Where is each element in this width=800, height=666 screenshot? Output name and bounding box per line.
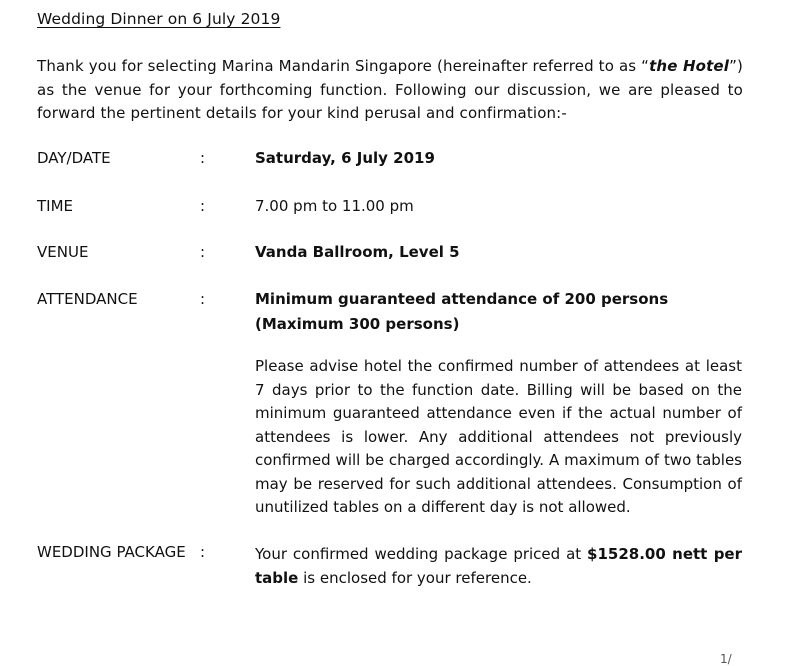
intro-text-end: ”) as the venue for your forthcoming function. Following our discussion, we are pleased to forward the pertinent details for your kind perusal and confirmation:- (37, 57, 743, 122)
date-value: Saturday, 6 July 2019 (255, 149, 435, 167)
venue-value: Vanda Ballroom, Level 5 (255, 243, 460, 261)
page-number: 1/ (720, 652, 732, 666)
time-colon: : (200, 197, 206, 215)
document-heading: Wedding Dinner on 6 July 2019 (37, 10, 281, 28)
package-text-start: Your confirmed wedding package priced at (255, 545, 588, 563)
date-label: DAY/DATE (37, 149, 111, 167)
date-colon: : (200, 149, 206, 167)
time-value: 7.00 pm to 11.00 pm (255, 197, 414, 215)
hotel-term: the Hotel (649, 57, 730, 75)
package-label: WEDDING PACKAGE (37, 543, 186, 561)
attendance-minimum: Minimum guaranteed attendance of 200 persons (255, 290, 669, 308)
package-text (255, 543, 742, 590)
package-text-end: is enclosed for your reference. (298, 568, 532, 587)
attendance-colon: : (200, 290, 206, 308)
intro-paragraph (37, 55, 743, 126)
time-label: TIME (37, 197, 74, 215)
package-price: $1528.00 nett per table (255, 545, 743, 587)
package-colon: : (200, 543, 206, 561)
attendance-note: Please advise hotel the confirmed number of attendees at least 7 days prior to the function date. Billing will be based on the minimum guaranteed attendance even if the actual number of attendees is lower. Any additional attendees not previously confirmed will be charged accordingly. A maximum of two tables may be reserved for such additional attendees. Consumption of unutilized tables on a different day is not allowed. (255, 357, 742, 516)
venue-colon: : (200, 243, 206, 261)
attendance-maximum: (Maximum 300 persons) (255, 315, 460, 333)
venue-label: VENUE (37, 243, 89, 261)
attendance-label: ATTENDANCE (37, 290, 138, 308)
intro-text-start: Thank you for selecting Marina Mandarin Singapore (hereinafter referred to as “ (37, 57, 650, 75)
